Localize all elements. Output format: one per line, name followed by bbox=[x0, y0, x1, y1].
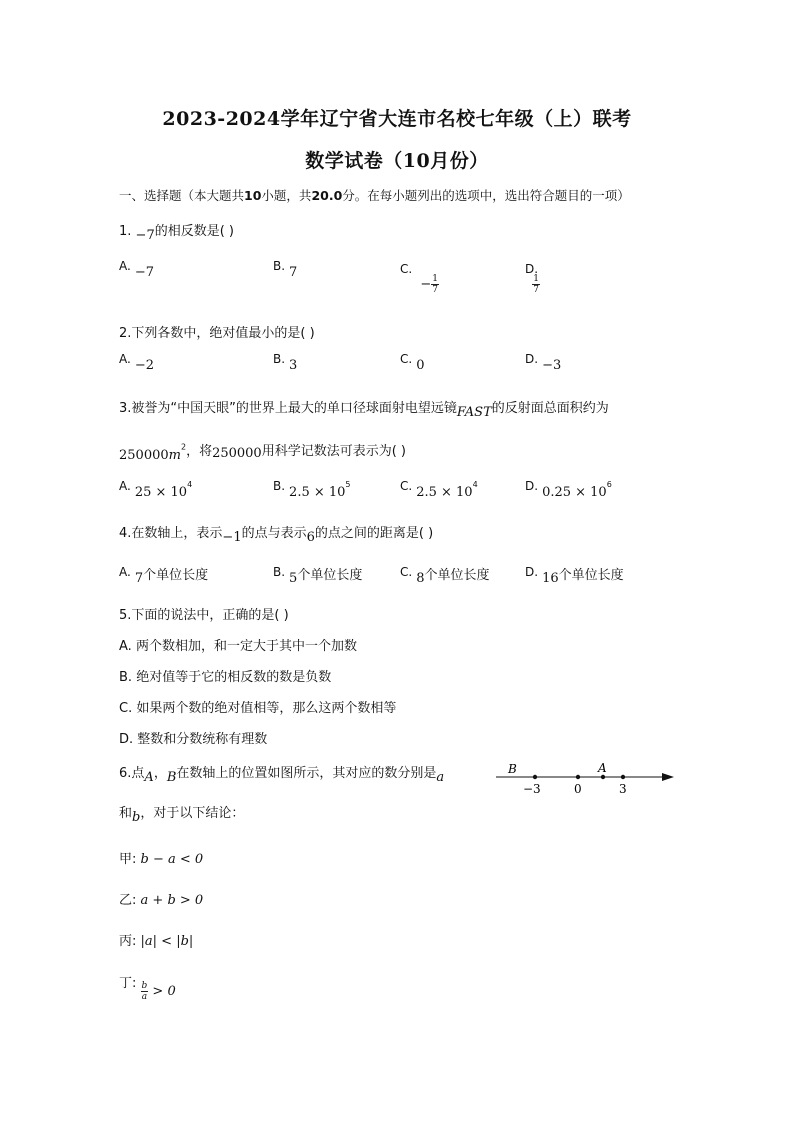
point-b-dot bbox=[533, 775, 537, 779]
q2-option-a[interactable]: A. −2 bbox=[119, 352, 154, 373]
tick-3-dot bbox=[621, 775, 625, 779]
q1-option-b[interactable]: B. 7 bbox=[273, 259, 298, 280]
point-a-label: A bbox=[598, 761, 607, 775]
q5-option-a[interactable]: A. 两个数相加，和一定大于其中一个加数 bbox=[119, 639, 357, 654]
q1-option-d[interactable]: D. $\frac{1}{7}$ bbox=[525, 262, 539, 295]
question-3: 3.被誉为“中国天眼”的世界上最大的单口径球面射电望远镜FAST的反射面总面积约为 bbox=[119, 401, 609, 420]
conclusion-ding-fraction: $\frac{b}{a}$ bbox=[141, 981, 148, 1002]
q3-option-c[interactable]: C. $2.5 \times 10^4$ bbox=[400, 479, 478, 501]
q2-option-d[interactable]: D. −3 bbox=[525, 352, 562, 373]
q4-option-a[interactable]: A. 7个单位长度 bbox=[119, 565, 209, 586]
q1-option-c-fraction: $\frac{1}{7}$ bbox=[432, 274, 438, 295]
q1-option-d-fraction: $\frac{1}{7}$ bbox=[533, 274, 539, 295]
conclusion-jia: 甲: b − a < 0 bbox=[119, 852, 204, 867]
question-2: 2.下列各数中，绝对值最小的是( ) bbox=[119, 326, 315, 341]
question-4: 4.在数轴上，表示−1的点与表示6的点之间的距离是( ) bbox=[119, 526, 434, 545]
section-heading: 一、选择题（本大题共10小题，共20.0分。在每小题列出的选项中，选出符合题目的一项） bbox=[119, 188, 630, 203]
q3-option-a[interactable]: A. $25 \times 10^4$ bbox=[119, 479, 193, 501]
tick-neg3-label: −3 bbox=[523, 782, 541, 796]
question-1: 1. −7的相反数是( ) bbox=[119, 224, 234, 243]
conclusion-yi: 乙: a + b > 0 bbox=[119, 893, 204, 908]
q4-option-d[interactable]: D. 16个单位长度 bbox=[525, 565, 624, 586]
origin-dot bbox=[576, 775, 580, 779]
q1-option-a[interactable]: A. −7 bbox=[119, 259, 154, 280]
q3-option-d[interactable]: D. $0.25 \times 10^6$ bbox=[525, 479, 612, 501]
tick-0-label: 0 bbox=[574, 782, 582, 796]
number-line-arrow bbox=[662, 773, 674, 781]
q2-option-b[interactable]: B. 3 bbox=[273, 352, 298, 373]
q5-option-c[interactable]: C. 如果两个数的绝对值相等，那么这两个数相等 bbox=[119, 701, 397, 716]
q1-math: −7 bbox=[135, 228, 155, 243]
question-3-line2: $250000m^2$，将250000用科学记数法可表示为( ) bbox=[119, 442, 406, 463]
question-6: 6.点A，B在数轴上的位置如图所示，其对应的数分别是a bbox=[119, 766, 445, 785]
conclusion-ding: 丁: $\frac{b}{a}$ > 0 bbox=[119, 976, 176, 1002]
exam-title-line2: 数学试卷（10月份） bbox=[305, 150, 489, 172]
q3-option-b[interactable]: B. $2.5 \times 10^5$ bbox=[273, 479, 351, 501]
q4-option-b[interactable]: B. 5个单位长度 bbox=[273, 565, 363, 586]
q1-option-c[interactable]: C. − $\frac{1}{7}$ bbox=[400, 262, 438, 295]
point-a-dot bbox=[601, 775, 605, 779]
q5-option-b[interactable]: B. 绝对值等于它的相反数的数是负数 bbox=[119, 670, 332, 685]
point-b-label: B bbox=[508, 762, 517, 776]
q4-option-c[interactable]: C. 8个单位长度 bbox=[400, 565, 490, 586]
conclusion-bing: 丙: |a| < |b| bbox=[119, 934, 194, 949]
number-line-figure bbox=[494, 758, 676, 800]
q2-option-c[interactable]: C. 0 bbox=[400, 352, 425, 373]
q5-option-d[interactable]: D. 整数和分数统称有理数 bbox=[119, 732, 268, 747]
question-6-line2: 和b，对于以下结论： bbox=[119, 806, 245, 825]
tick-3-label: 3 bbox=[619, 782, 627, 796]
question-5: 5.下面的说法中，正确的是( ) bbox=[119, 608, 289, 623]
exam-title-line1: 2023-2024学年辽宁省大连市名校七年级（上）联考 bbox=[162, 108, 632, 130]
